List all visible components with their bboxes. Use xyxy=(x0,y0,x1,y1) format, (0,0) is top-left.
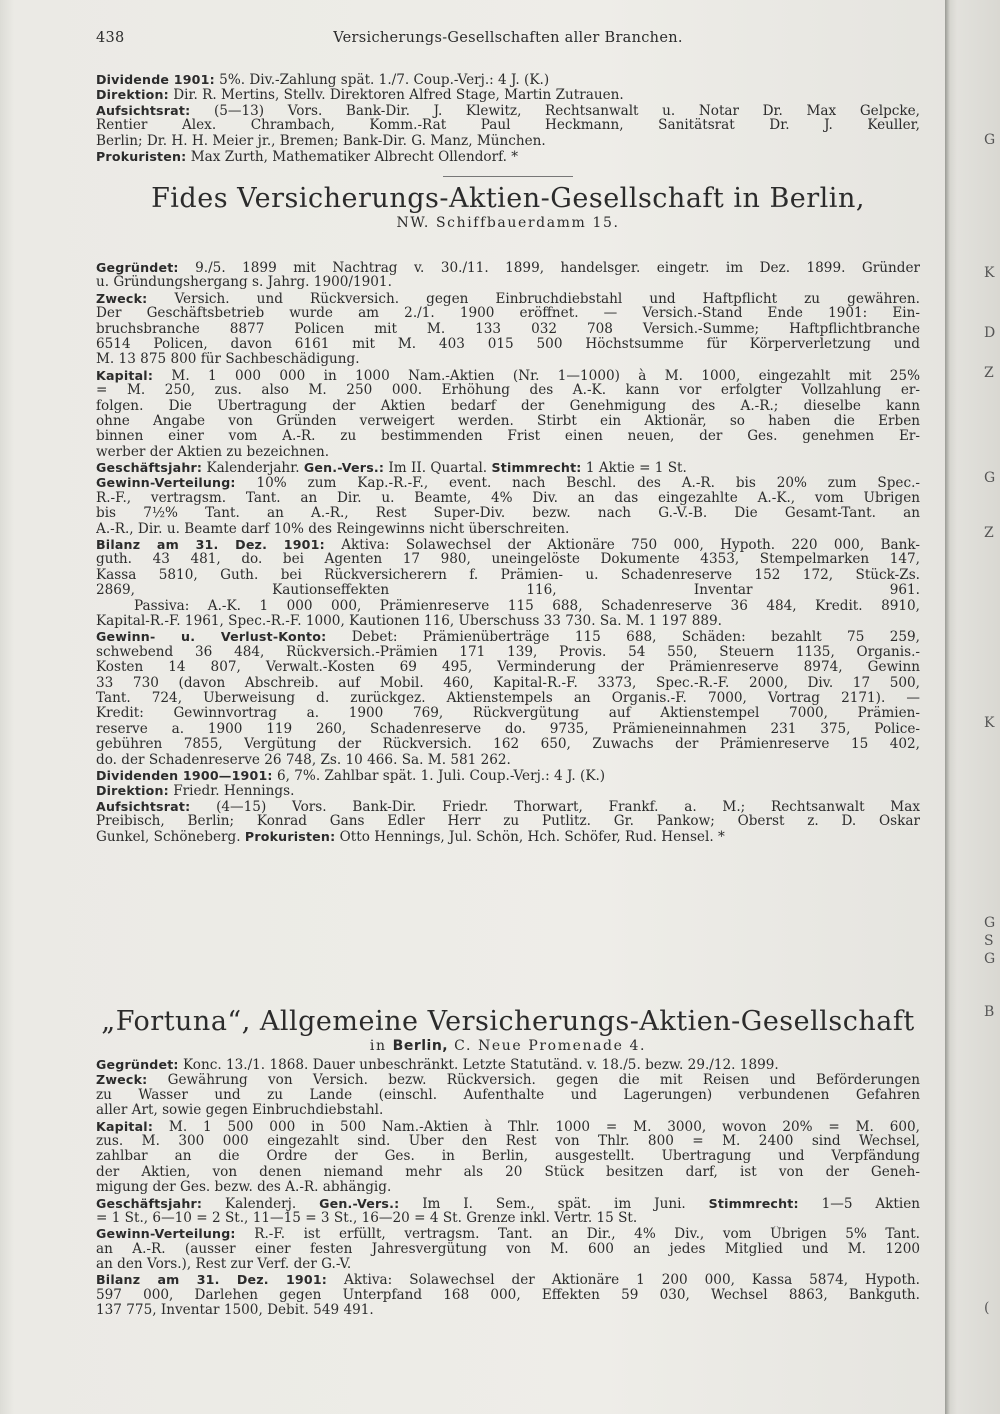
separator-rule xyxy=(443,176,573,177)
entry-text: Im II. Quartal. xyxy=(384,460,492,476)
entry-text: Aktiva: Solawechsel der Aktionäre 750 000, Hypoth. 220 000, Bank- xyxy=(324,537,920,553)
margin-letter: K xyxy=(984,715,995,731)
entry-text: Kalenderj. xyxy=(202,1195,320,1211)
entry-text: werber der Aktien zu bezeichnen. xyxy=(96,444,330,460)
entry-keyword: Bilanz am 31. Dez. 1901: xyxy=(96,1272,328,1288)
entry-text: 137 775, Inventar 1500, Debit. 549 491. xyxy=(96,1303,374,1319)
entry-keyword: Direktion: xyxy=(96,87,169,103)
entry-text: zu Wasser und zu Lande (einschl. Aufenthalte und Lagerungen) verbundenen Gefahren xyxy=(96,1087,920,1103)
entry-text: Gewährung von Versich. bezw. Rückversich. gegen die mit Reisen und Beförderungen xyxy=(147,1072,920,1088)
entry-text: Passiva: A.-K. 1 000 000, Prämienreserve 115 688, Schadenreserve 36 484, Kredit. 8910, xyxy=(134,598,920,614)
entry-text: Dir. R. Mertins, Stellv. Direktoren Alfred Stage, Martin Zutrauen. xyxy=(168,87,624,103)
entry-text: an den Vors.), Rest zur Verf. der G.-V. xyxy=(96,1257,352,1273)
entry-text: zahlbar an die Ordre der Ges. in Berlin, ausgestellt. Übertragung und Verpfändung xyxy=(96,1149,920,1165)
text-line xyxy=(96,537,920,552)
margin-letter: K xyxy=(984,265,995,281)
text-line xyxy=(96,118,920,133)
entry-keyword: Bilanz am 31. Dez. 1901: xyxy=(96,537,325,553)
entry-text: Debet: Prämienüberträge 115 688, Schäden: bezahlt 75 259, xyxy=(326,629,920,645)
text-line xyxy=(96,260,920,275)
entry-text: folgen. Die Übertragung der Aktien bedarf der Genehmigung des A.-R.; dieselbe kann xyxy=(96,398,920,414)
text-line xyxy=(96,1057,920,1072)
entry-text: aller Art, sowie gegen Einbruchdiebstahl. xyxy=(96,1103,384,1119)
company-body-fides xyxy=(96,260,920,845)
text-line xyxy=(96,599,920,614)
entry-text: R.-F. ist erfüllt, vertragsm. Tant. an Dir., 4% Div., vom Übrigen 5% Tant. xyxy=(235,1226,920,1242)
entry-keyword: Kapital: xyxy=(96,367,154,383)
entry-text: guth. 43 481, do. bei Agenten 17 980, uneingelöste Dokumente 4353, Stempelmarken 147, xyxy=(96,552,920,568)
entry-text: Berlin; Dr. H. H. Meier jr., Bremen; Bank-Dir. G. Manz, München. xyxy=(96,133,546,149)
entry-text: Kosten 14 807, Verwalt.-Kosten 69 495, Verminderung der Prämienreserve 8974, Gewinn xyxy=(96,660,920,676)
text-line xyxy=(96,614,920,629)
margin-letter: G xyxy=(984,915,996,931)
entry-keyword: Aufsichtsrat: xyxy=(96,102,191,118)
entry-text: Aktiva: Solawechsel der Aktionäre 1 200 000, Kassa 5874, Hypoth. xyxy=(327,1272,920,1288)
margin-letter: B xyxy=(984,1004,995,1020)
text-line xyxy=(96,768,920,783)
entry-text: Rentier Alex. Chrambach, Komm.-Rat Paul Heckmann, Sanitätsrat Dr. J. Keuller, xyxy=(96,118,920,134)
entry-text: do. der Schadenreserve 26 748, Zs. 10 466. Sa. M. 581 262. xyxy=(96,752,511,768)
text-line xyxy=(96,583,920,598)
entry-text: Otto Hennings, Jul. Schön, Hch. Schöfer, Rud. Hensel. * xyxy=(335,829,725,845)
entry-text: Versich. und Rückversich. gegen Einbruchdiebstahl und Haftpflicht zu gewähren. xyxy=(147,290,920,307)
entry-text: 9./5. 1899 mit Nachtrag v. 30./11. 1899, handelsger. eingetr. im Dez. 1899. Gründer xyxy=(178,260,920,276)
text-line xyxy=(96,1303,920,1318)
entry-text: Tant. 724, Überweisung d. zurückgez. Aktienstempels an Organis.-F. 7000, Vortrag 2171). — xyxy=(96,690,920,706)
text-line xyxy=(96,753,920,768)
entry-keyword: Stimmrecht: xyxy=(708,1195,799,1211)
entry-keyword: Aufsichtsrat: xyxy=(96,798,191,814)
page-number: 438 xyxy=(96,30,125,46)
text-line xyxy=(96,737,920,752)
text-line xyxy=(96,306,920,321)
entry-text: (4—15) Vors. Bank-Dir. Friedr. Thorwart, Frankf. a. M.; Rechtsanwalt Max xyxy=(190,798,920,815)
text-line xyxy=(96,552,920,567)
entry-text: Konc. 13./1. 1868. Dauer unbeschränkt. Letzte Statutänd. v. 18./5. bezw. 29./12. 1899. xyxy=(178,1057,779,1073)
entry-text: A.-R., Dir. u. Beamte darf 10% des Reingewinns nicht überschreiten. xyxy=(96,521,570,537)
text-line xyxy=(96,660,920,675)
text-line xyxy=(96,1242,920,1257)
entry-text: M. 1 500 000 in 500 Nam.-Aktien à Thlr. 1000 = M. 3000, wovon 20% = M. 600, xyxy=(153,1118,920,1134)
company-title: Fides Versicherungs-Aktien-Gesellschaft in Berlin, xyxy=(151,183,865,214)
entry-keyword: Prokuristen: xyxy=(244,829,336,845)
entry-text: = 1 St., 6—10 = 2 St., 11—15 = 3 St., 16—20 = 4 St. Grenze inkl. Vertr. 15 St. xyxy=(96,1210,638,1226)
entry-text: 10% zum Kap.-R.-F., event. nach Beschl. des A.-R. bis 20% zum Spec.- xyxy=(235,475,920,491)
running-title: Versicherungs-Gesellschaften aller Branchen. xyxy=(333,30,683,46)
entry-keyword: Prokuristen: xyxy=(96,148,187,164)
text-line xyxy=(96,149,920,164)
entry-keyword: Gewinn-Verteilung: xyxy=(96,475,236,491)
address-prefix: in xyxy=(369,1038,393,1054)
text-line xyxy=(96,352,920,367)
text-line xyxy=(96,1196,920,1211)
text-line xyxy=(96,275,920,290)
text-line xyxy=(96,829,920,844)
text-line xyxy=(96,399,920,414)
entry-text: Kredit: Gewinnvortrag a. 1900 769, Rückvergütung auf Aktienstempel 7000, Prämien- xyxy=(96,706,920,722)
text-line xyxy=(96,1149,920,1164)
text-line xyxy=(96,1257,920,1272)
entry-keyword: Gegründet: xyxy=(96,1057,179,1072)
margin-letter: Z xyxy=(984,525,994,541)
entry-keyword: Gen.-Vers.: xyxy=(303,460,385,476)
entry-text: 2869, Kautionseffekten 116, Inventar 961. xyxy=(96,583,920,599)
entry-text: an A.-R. (ausser einer festen Jahresvergütung von M. 600 an jedes Mitglied und M. 1200 xyxy=(96,1241,920,1257)
entry-text: Preibisch, Berlin; Konrad Gans Edler Herr zu Putlitz. Gr. Pankow; Oberst z. D. Oskar xyxy=(96,814,920,830)
entry-text: ohne Angabe von Gründen verweigert werden. Stirbt ein Aktionär, so haben die Erben xyxy=(96,413,920,429)
entry-keyword: Kapital: xyxy=(96,1118,154,1134)
text-line xyxy=(96,645,920,660)
text-line xyxy=(96,691,920,706)
entry-text: der Aktien, von denen niemand mehr als 20 Stück besitzen darf, ist von der Geneh- xyxy=(96,1164,920,1180)
text-line xyxy=(96,1288,920,1303)
entry-keyword: Zweck: xyxy=(96,1072,148,1088)
entry-keyword: Direktion: xyxy=(96,783,169,799)
entry-text: Der Geschäftsbetrieb wurde am 2./1. 1900 eröffnet. — Versich.-Stand Ende 1901: Ein- xyxy=(96,306,920,322)
entry-text: 5%. Div.-Zahlung spät. 1./7. Coup.-Verj.: 4 J. (K.) xyxy=(214,72,550,88)
margin-letter: D xyxy=(984,325,996,341)
entry-text: Kalenderjahr. xyxy=(202,460,304,476)
entry-keyword: Gen.-Vers.: xyxy=(319,1195,400,1211)
entry-text: Im I. Sem., spät. im Juni. xyxy=(399,1195,709,1211)
entry-text: 6, 7%. Zahlbar spät. 1. Juli. Coup.-Verj.: 4 J. (K.) xyxy=(272,767,606,784)
entry-text: binnen einer vom A.-R. zu bestimmenden Frist einen neuen, der Ges. genehmen Er- xyxy=(96,429,920,445)
text-line xyxy=(96,291,920,306)
text-line xyxy=(96,814,920,829)
text-line xyxy=(96,491,920,506)
company-header-fortuna xyxy=(96,1006,920,1055)
text-line xyxy=(96,72,920,87)
text-line xyxy=(96,445,920,460)
text-line xyxy=(96,383,920,398)
text-line xyxy=(96,1103,920,1118)
margin-letter: G xyxy=(984,951,996,967)
entry-keyword: Stimmrecht: xyxy=(491,460,582,476)
margin-letter: S xyxy=(984,933,994,949)
company-address: NW. Schiffbauerdamm 15. xyxy=(396,215,620,231)
text-line xyxy=(96,568,920,583)
text-line xyxy=(96,87,920,102)
entry-text: M. 1 000 000 in 1000 Nam.-Aktien (Nr. 1—1000) à M. 1000, eingezahlt mit 25% xyxy=(153,367,920,384)
company-header-fides xyxy=(96,172,920,232)
text-line xyxy=(96,1134,920,1149)
entry-text: schwebend 36 484, Rückversich.-Prämien 171 139, Provis. 54 550, Steuern 1135, Organis.- xyxy=(96,644,920,660)
entry-text: M. 13 875 800 für Sachbeschädigung. xyxy=(96,352,360,368)
text-line xyxy=(96,629,920,644)
entry-text: bruchsbranche 8877 Policen mit M. 133 032 708 Versich.-Summe; Haftpflichtbranche xyxy=(96,321,920,337)
entry-text: (5—13) Vors. Bank-Dir. J. Klewitz, Rechtsanwalt u. Notar Dr. Max Gelpcke, xyxy=(190,102,920,119)
entry-keyword: Gegründet: xyxy=(96,260,179,275)
entry-keyword: Geschäftsjahr: xyxy=(96,1195,203,1211)
entry-text: Kapital-R.-F. 1961, Spec.-R.-F. 1000, Kautionen 116, Überschuss 33 730. Sa. M. 1 197 889. xyxy=(96,613,722,629)
entry-text: 33 730 (davon Abschreib. auf Mobil. 460, Kapital-R.-F. 3373, Spec.-R.-F. 2000, Div. 17 500, xyxy=(96,675,920,691)
entry-text: reserve a. 1900 119 260, Schadenreserve do. 9735, Prämieneinnahmen 231 375, Police- xyxy=(96,721,920,737)
text-line xyxy=(96,1072,920,1087)
entry-text: migung der Ges. bezw. des A.-R. abhängig. xyxy=(96,1180,392,1196)
entry-text: 6514 Policen, davon 6161 mit M. 403 015 500 Höchstsumme für Körperverletzung und xyxy=(96,336,920,352)
entry-text: 1—5 Aktien xyxy=(798,1195,920,1211)
text-line xyxy=(96,414,920,429)
entry-text: Max Zurth, Mathematiker Albrecht Ollendorf. * xyxy=(186,148,519,165)
text-line xyxy=(96,460,920,475)
text-line xyxy=(96,368,920,383)
margin-letter: G xyxy=(984,132,996,148)
entry-text: R.-F., vertragsm. Tant. an Dir. u. Beamte, 4% Div. an das eingezahlte A.-K., vom Übrigen xyxy=(96,490,920,506)
entry-text: Friedr. Hennings. xyxy=(168,783,295,799)
margin-letter: Z xyxy=(984,365,994,381)
text-line xyxy=(96,1088,920,1103)
text-line xyxy=(96,337,920,352)
section-previous-company xyxy=(96,72,920,164)
text-line xyxy=(96,429,920,444)
text-line xyxy=(96,799,920,814)
entry-keyword: Zweck: xyxy=(96,290,148,306)
text-line xyxy=(96,103,920,118)
text-line xyxy=(96,722,920,737)
entry-keyword: Dividende 1901: xyxy=(96,72,215,87)
text-line xyxy=(96,134,920,149)
text-line xyxy=(96,475,920,490)
text-line xyxy=(96,1180,920,1195)
text-line xyxy=(96,783,920,798)
entry-text: = M. 250, zus. also M. 250 000. Erhöhung des A.-K. kann vor erfolgter Vollzahlung er- xyxy=(96,383,920,399)
company-address xyxy=(96,1038,920,1055)
entry-keyword: Dividenden 1900—1901: xyxy=(96,767,273,783)
entry-text: zus. M. 300 000 eingezahlt sind. Über den Rest von Thlr. 800 = M. 2400 sind Wechsel, xyxy=(96,1133,920,1149)
company-body-fortuna xyxy=(96,1057,920,1319)
entry-text: 597 000, Darlehen gegen Unterpfand 168 000, Effekten 59 030, Wechsel 8863, Bankguth. xyxy=(96,1287,920,1303)
entry-keyword: Gewinn- u. Verlust-Konto: xyxy=(96,629,327,645)
text-line xyxy=(96,1119,920,1134)
text-line xyxy=(96,1226,920,1241)
text-line xyxy=(96,706,920,721)
entry-keyword: Gewinn-Verteilung: xyxy=(96,1226,236,1242)
text-line xyxy=(96,1272,920,1287)
text-line xyxy=(96,1165,920,1180)
margin-letter: ( xyxy=(984,1300,990,1316)
margin-letter: G xyxy=(984,470,996,486)
entry-text: Gunkel, Schöneberg. xyxy=(96,829,245,845)
entry-text: gebühren 7855, Vergütung der Rückversich. 162 650, Zuwachs der Prämienreserve 15 402, xyxy=(96,737,920,753)
text-line xyxy=(96,1211,920,1226)
entry-text: bis 7½% Tant. an A.-R., Rest Super-Div. bezw. nach G.-V.-B. Die Gesamt-Tant. an xyxy=(96,506,920,522)
entry-keyword: Geschäftsjahr: xyxy=(96,460,203,476)
adjacent-page-edge xyxy=(945,0,1000,1414)
text-line xyxy=(96,506,920,521)
address-rest: C. Neue Promenade 4. xyxy=(448,1038,647,1054)
running-header xyxy=(96,30,920,54)
entry-text: Kassa 5810, Guth. bei Rückversicherern f. Prämien- u. Schadenreserve 152 172, Stück-Zs. xyxy=(96,567,920,583)
text-line xyxy=(96,522,920,537)
address-city: Berlin, xyxy=(392,1038,449,1054)
text-line xyxy=(96,322,920,337)
company-title: „Fortuna“, Allgemeine Versicherungs-Aktien-Gesellschaft xyxy=(101,1006,915,1037)
entry-text: 1 Aktie = 1 St. xyxy=(581,460,687,476)
text-line xyxy=(96,676,920,691)
entry-text: u. Gründungshergang s. Jahrg. 1900/1901. xyxy=(96,275,392,291)
